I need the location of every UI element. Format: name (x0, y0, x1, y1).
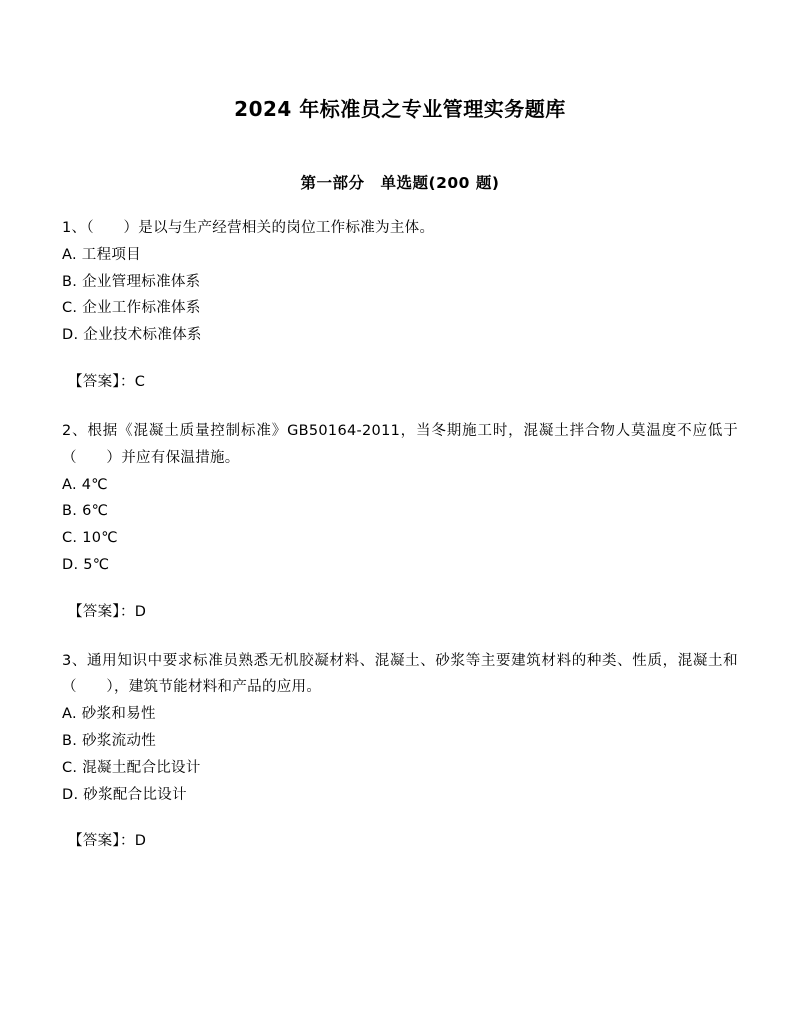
question-option: B. 砂浆流动性 (62, 733, 157, 749)
question-option: D. 企业技术标准体系 (62, 327, 202, 344)
question-item (62, 215, 738, 396)
question-item (62, 648, 738, 856)
section-heading: 第一部分 单选题(200 题) (300, 174, 500, 192)
question-option: B. 6℃ (62, 503, 109, 520)
question-option: D. 砂浆配合比设计 (62, 786, 187, 803)
question-option: D. 5℃ (62, 556, 110, 573)
question-item (62, 418, 738, 626)
page-title: 2024 年标准员之专业管理实务题库 (234, 97, 566, 121)
question-option: C. 10℃ (62, 530, 118, 547)
question-answer: 【答案】：D (68, 603, 147, 620)
question-option: C. 混凝土配合比设计 (62, 759, 201, 776)
question-answer: 【答案】：C (68, 374, 146, 391)
question-option: A. 工程项目 (62, 246, 141, 263)
question-stem: 3、通用知识中要求标准员熟悉无机胶凝材料、混凝土、砂浆等主要建筑材料的种类、性质，混凝土和（ ），建筑节能材料和产品的应用。 (62, 652, 738, 696)
question-option: C. 企业工作标准体系 (62, 300, 201, 317)
question-option: B. 企业管理标准体系 (62, 273, 201, 290)
question-option: A. 砂浆和易性 (62, 706, 156, 723)
question-stem: 2、根据《混凝土质量控制标准》GB50164-2011，当冬期施工时，混凝土拌合物人莫温度不应低于（ ）并应有保温措施。 (62, 422, 738, 466)
question-stem: 1、（ ）是以与生产经营相关的岗位工作标准为主体。 (62, 220, 435, 236)
question-option: A. 4℃ (62, 476, 108, 493)
question-answer: 【答案】：D (68, 833, 147, 850)
